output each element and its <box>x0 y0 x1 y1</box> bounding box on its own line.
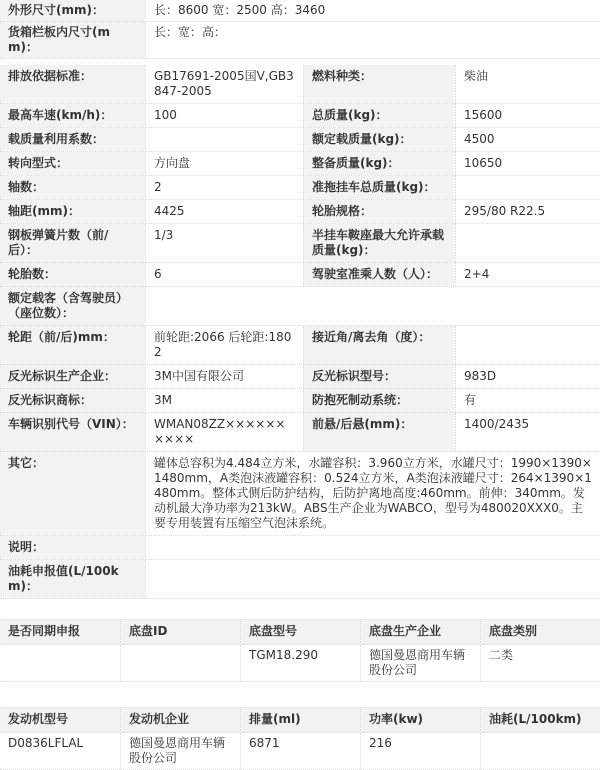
spec-label: 货箱栏板内尺寸(mm)： <box>0 22 145 58</box>
spec-label: 防抱死制动系统： <box>303 389 455 412</box>
spec-label: 载质量利用系数： <box>0 128 145 151</box>
table-row <box>0 263 600 287</box>
table-row <box>0 0 600 22</box>
spec-value: 1/3 <box>145 224 303 262</box>
table-row <box>0 104 600 128</box>
spec-value: 10650 <box>455 152 600 175</box>
column-header: 是否同期申报 <box>0 620 120 644</box>
spec-label: 反光标识商标： <box>0 389 145 412</box>
table-row <box>0 224 600 263</box>
spec-value: 4425 <box>145 200 303 223</box>
column-header: 功率(kw) <box>360 708 480 732</box>
spec-value: 983D <box>455 365 600 388</box>
table-row-other <box>0 452 600 536</box>
table-row <box>0 65 600 104</box>
spec-value <box>145 536 600 559</box>
table-cell: D0836LFLAL <box>8 736 84 750</box>
spec-value: 295/80 R22.5 <box>455 200 600 223</box>
spec-value: 4500 <box>455 128 600 151</box>
overall-dimensions-table <box>0 0 600 59</box>
engine-table <box>0 707 600 770</box>
column-header: 底盘型号 <box>240 620 360 644</box>
spec-value <box>455 326 600 364</box>
column-header: 油耗(L/100km) <box>480 708 600 732</box>
spec-label: 轴距(mm)： <box>0 200 145 223</box>
table-row <box>0 413 600 452</box>
column-header: 底盘类别 <box>480 620 600 644</box>
table-cell: 德国曼恩商用车辆股份公司 <box>360 645 480 681</box>
spec-label: 轮距（前/后)mm： <box>0 326 145 364</box>
table-cell: 216 <box>360 733 480 769</box>
spec-value: 有 <box>455 389 600 412</box>
table-row-fuel-declared <box>0 560 600 599</box>
spec-value: 100 <box>145 104 303 127</box>
spec-label: 排放依据标准： <box>0 65 145 103</box>
main-spec-table <box>0 65 600 599</box>
spec-value-other: 罐体总容积为4.484立方米，水罐容积：3.960立方米，水罐尺寸：1990×1390×1480mm，A类泡沫液罐容积：0.524立方米，A类泡沫液罐尺寸：264×1390×1480mm。整体式侧后防护结构，后防护离地高度:460mm。前伸：340mm。发动机最大净功率为213kW。ABS生产企业为WABCO，型号为480020XXX0。主要专用装置有压缩空气泡沫系统。 <box>145 452 600 535</box>
spec-value: 3M <box>145 389 303 412</box>
spec-label: 接近角/离去角（度）： <box>303 326 455 364</box>
spacer <box>0 682 600 707</box>
spec-label: 其它： <box>0 452 145 535</box>
spec-value: 柴油 <box>455 65 600 103</box>
spec-label: 总质量(kg)： <box>303 104 455 127</box>
table-row-remark <box>0 536 600 560</box>
table-row <box>0 365 600 389</box>
spec-value: 3M中国有限公司 <box>145 365 303 388</box>
spec-value <box>145 287 303 325</box>
table-cell <box>480 733 600 769</box>
spacer <box>0 599 600 619</box>
spec-label: 转向型式： <box>0 152 145 175</box>
column-header: 底盘生产企业 <box>360 620 480 644</box>
spec-label: 驾驶室准乘人数（人）： <box>303 263 455 286</box>
spec-label: 油耗申报值(L/100km)： <box>0 560 145 598</box>
spec-value: WMAN08ZZ×××××××××× <box>145 413 303 451</box>
spec-value: 2 <box>145 176 303 199</box>
table-row <box>0 176 600 200</box>
spec-value <box>145 560 600 598</box>
table-row <box>0 152 600 176</box>
table-row <box>0 200 600 224</box>
table-cell: 二类 <box>480 645 600 681</box>
table-cell <box>0 645 120 681</box>
spec-value: 长：宽：高： <box>145 22 600 58</box>
spec-value <box>145 128 303 151</box>
spec-value-empty <box>455 287 600 325</box>
column-header: 发动机企业 <box>120 708 240 732</box>
table-row <box>0 287 600 326</box>
spec-label: 额定载客（含驾驶员）（座位数）： <box>0 287 145 325</box>
spec-label: 燃料种类： <box>303 65 455 103</box>
engine-header-row <box>0 708 600 733</box>
spec-label: 反光标识型号： <box>303 365 455 388</box>
table-row <box>0 389 600 413</box>
spec-value: 6 <box>145 263 303 286</box>
column-header: 排量(ml) <box>240 708 360 732</box>
spec-value: GB17691-2005国V,GB3847-2005 <box>145 65 303 103</box>
spec-value: 2+4 <box>455 263 600 286</box>
table-cell: 德国曼恩商用车辆股份公司 <box>120 733 240 769</box>
table-row <box>0 326 600 365</box>
spec-label: 外形尺寸(mm)： <box>0 0 145 21</box>
spec-value: 15600 <box>455 104 600 127</box>
spec-label: 轴数： <box>0 176 145 199</box>
column-header: 底盘ID <box>120 620 240 644</box>
engine-data-row <box>0 733 600 770</box>
table-cell <box>120 645 240 681</box>
spec-label: 额定载质量(kg)： <box>303 128 455 151</box>
spec-label: 轮胎规格： <box>303 200 455 223</box>
spec-value <box>455 176 600 199</box>
table-cell: 6871 <box>240 733 360 769</box>
chassis-data-row <box>0 645 600 682</box>
table-cell: TGM18.290 <box>240 645 360 681</box>
spec-label: 钢板弹簧片数（前/后）： <box>0 224 145 262</box>
spec-label-empty <box>303 287 455 325</box>
chassis-header-row <box>0 620 600 645</box>
spec-label: 说明： <box>0 536 145 559</box>
table-row <box>0 22 600 59</box>
spec-label: 轮胎数： <box>0 263 145 286</box>
spec-label: 前悬/后悬(mm)： <box>303 413 455 451</box>
column-header: 发动机型号 <box>0 708 120 732</box>
spec-value: 前轮距:2066 后轮距:1802 <box>145 326 303 364</box>
table-row <box>0 128 600 152</box>
spec-value: 方向盘 <box>145 152 303 175</box>
spec-label: 半挂车鞍座最大允许承载质量(kg)： <box>303 224 455 262</box>
spec-value: 1400/2435 <box>455 413 600 451</box>
spec-value <box>455 224 600 262</box>
spec-label: 反光标识生产企业： <box>0 365 145 388</box>
spec-label: 最高车速(km/h)： <box>0 104 145 127</box>
spec-label: 车辆识别代号（VIN）： <box>0 413 145 451</box>
spec-label: 准拖挂车总质量(kg)： <box>303 176 455 199</box>
spec-label: 整备质量(kg)： <box>303 152 455 175</box>
spec-value: 长：8600 宽：2500 高：3460 <box>145 0 600 21</box>
chassis-table <box>0 619 600 682</box>
